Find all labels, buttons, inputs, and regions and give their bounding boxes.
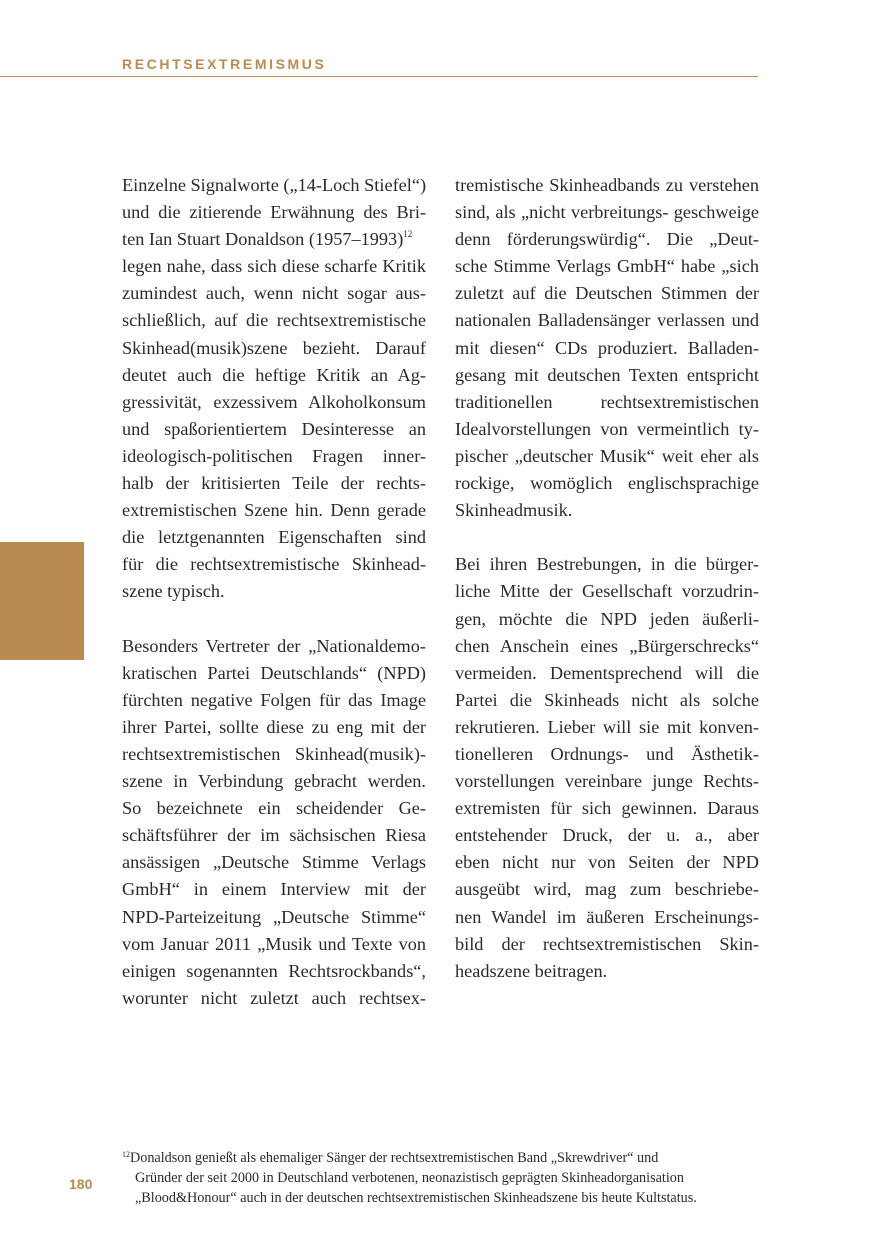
paragraph-npd-vertreter: [122, 633, 426, 1012]
page-number: 180: [69, 1176, 93, 1192]
chapter-tab-marker: [0, 542, 84, 660]
text-line: legen nahe, dass sich diese scharfe Kritik: [122, 256, 426, 277]
text-line: nen Wandel im äußeren Erscheinungs-: [455, 906, 759, 927]
text-line: zuletzt auf die Deutschen Stimmen der: [455, 283, 759, 304]
text-line: Bei ihren Bestrebungen, in die bürger-: [455, 554, 759, 575]
text-line: extremisten für sich gewinnen. Daraus: [455, 798, 759, 819]
footnote-text: Donaldson genießt als ehemaliger Sänger der rechtsextremistischen Band „Skrewdriver“ und: [130, 1150, 659, 1166]
text-line: und die zitierende Erwähnung des Bri-: [122, 202, 426, 223]
text-line: gen, möchte die NPD jeden äußerli-: [455, 608, 759, 629]
text-line: tionelleren Ordnungs- und Ästhetik-: [455, 743, 759, 764]
text-line: chen Anschein eines „Bürgerschrecks“: [455, 635, 759, 656]
text-line: Skinhead(musik)szene bezieht. Darauf: [122, 337, 426, 358]
text-line: liche Mitte der Gesellschaft vorzudrin-: [455, 581, 759, 602]
text-line: Partei die Skinheads nicht als solche: [455, 689, 759, 710]
text-line: NPD-Parteizeitung „Deutsche Stimme“: [122, 906, 426, 927]
text-line: Skinheadmusik.: [455, 500, 573, 521]
text-line: entstehender Druck, der u. a., aber: [455, 825, 759, 846]
left-column: [122, 172, 426, 1012]
text-line: worunter nicht zuletzt auch rechtsex-: [122, 987, 426, 1008]
text-line: schäftsführer der im sächsischen Riesa: [122, 825, 426, 846]
text-line: ansässigen „Deutsche Stimme Verlags: [122, 852, 426, 873]
text-line: mit diesen“ CDs produziert. Balladen-: [455, 337, 759, 358]
paragraph-signalworte: [122, 172, 426, 606]
text-line: headszene beitragen.: [455, 960, 608, 981]
text-line: vorstellungen vereinbare junge Rechts-: [455, 771, 759, 792]
text-line: eben nicht nur von Seiten der NPD: [455, 852, 759, 873]
footnote-line: Gründer der seit 2000 in Deutschland verbotenen, neonazistisch geprägten Skinheadorganisation: [135, 1170, 684, 1187]
text-line: rechtsextremistischen Skinhead(musik)-: [122, 743, 426, 764]
text-line: sind, als „nicht verbreitungs- geschweige: [455, 202, 759, 223]
text-line: gressivität, exzessivem Alkoholkonsum: [122, 391, 426, 412]
paragraph-buergerliche-mitte: [455, 551, 759, 985]
paragraph-gap: [455, 524, 759, 551]
text-line: GmbH“ in einem Interview mit der: [122, 879, 426, 900]
header-rule: [0, 76, 758, 77]
paragraph-gap: [122, 606, 426, 633]
text-line: Idealvorstellungen von vermeintlich ty-: [455, 418, 759, 439]
footnote: [122, 1148, 812, 1209]
text-line-with-footnote: [122, 226, 426, 253]
text-line: vermeiden. Dementsprechend will die: [455, 662, 759, 683]
text-line: denn förderungswürdig“. Die „Deut-: [455, 229, 759, 250]
text-line: bild der rechtsextremistischen Skin-: [455, 933, 759, 954]
text-line: schließlich, auf die rechtsextremistische: [122, 310, 426, 331]
text-line: tremistische Skinheadbands zu verstehen: [455, 175, 759, 195]
text-line: szene in Verbindung gebracht werden.: [122, 771, 426, 792]
footnote-line: [122, 1148, 812, 1168]
text-line: ten Ian Stuart Donaldson (1957–1993): [122, 229, 404, 250]
text-line: nationalen Balladensänger verlassen und: [455, 310, 759, 331]
text-line: zumindest auch, wenn nicht sogar aus-: [122, 283, 426, 304]
text-line: sche Stimme Verlags GmbH“ habe „sich: [455, 256, 759, 277]
text-line: einigen sogenannten Rechtsrockbands“,: [122, 960, 426, 981]
running-header: RECHTSEXTREMISMUS: [122, 56, 327, 72]
text-line: vom Januar 2011 „Musik und Texte von: [122, 933, 426, 954]
text-line: halb der kritisierten Teile der rechts-: [122, 473, 426, 494]
text-line: kratischen Partei Deutschlands“ (NPD): [122, 662, 426, 683]
text-line: gesang mit deutschen Texten entspricht: [455, 364, 759, 385]
text-line: ausgeübt wird, mag zum beschriebe-: [455, 879, 759, 900]
text-line: szene typisch.: [122, 581, 225, 602]
text-line: traditionellen rechtsextremistischen: [455, 391, 759, 412]
text-line: So bezeichnete ein scheidender Ge-: [122, 798, 426, 819]
footnote-marker[interactable]: 12: [403, 229, 413, 240]
text-line: rekrutieren. Lieber will sie mit konven-: [455, 716, 759, 737]
text-line: fürchten negative Folgen für das Image: [122, 689, 426, 710]
text-line: ihrer Partei, sollte diese zu eng mit der: [122, 716, 426, 737]
text-line: und spaßorientiertem Desinteresse an: [122, 418, 426, 439]
footnote-line: „Blood&Honour“ auch in der deutschen rechtsextremistischen Skinheadszene bis heute Kultstatus.: [135, 1190, 697, 1207]
text-line: die letztgenannten Eigenschaften sind: [122, 527, 426, 548]
text-line: deutet auch die heftige Kritik an Ag-: [122, 364, 426, 385]
right-column: [455, 172, 759, 985]
paragraph-skinheadbands: [455, 172, 759, 524]
text-line: extremistischen Szene hin. Denn gerade: [122, 500, 426, 521]
text-line: für die rechtsextremistische Skinhead-: [122, 554, 426, 575]
text-line: ideologisch-politischen Fragen inner-: [122, 445, 426, 466]
text-line: rockige, womöglich englischsprachige: [455, 473, 759, 494]
text-line: Besonders Vertreter der „Nationaldemo-: [122, 635, 426, 656]
footnote-number: 12: [122, 1150, 130, 1159]
text-line: pischer „deutscher Musik“ weit eher als: [455, 445, 759, 466]
text-line: Einzelne Signalworte („14-Loch Stiefel“): [122, 175, 427, 195]
